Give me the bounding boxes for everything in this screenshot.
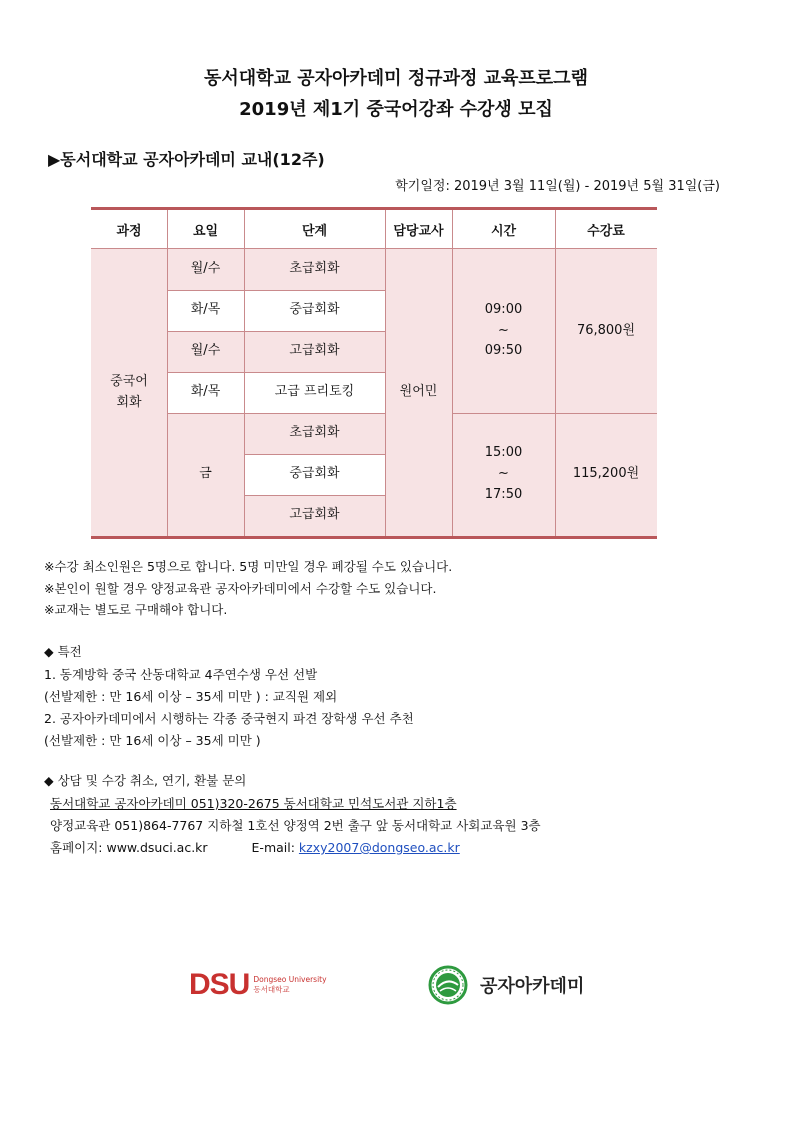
perk-item: 1. 동계방학 중국 산동대학교 4주연수생 우선 선발 — [44, 667, 318, 682]
time-start: 15:00 — [484, 445, 523, 461]
contact-campus: 동서대학교 공자아카데미 051)320-2675 동서대학교 민석도서관 지하1층 — [50, 796, 457, 811]
perks-heading: ◆ 특전 — [44, 644, 82, 659]
day-cell: 화/목 — [167, 290, 244, 331]
title-line-1: 동서대학교 공자아카데미 정규과정 교육프로그램 — [204, 68, 588, 89]
grid-line — [244, 495, 385, 496]
dsu-logo-text — [253, 975, 326, 995]
grid-line — [167, 413, 385, 414]
notes — [44, 556, 452, 621]
grid-line — [385, 210, 386, 536]
header-time: 시간 — [452, 210, 555, 249]
level-cell: 초급회화 — [244, 249, 385, 290]
grid-line — [244, 210, 245, 536]
time-start: 09:00 — [484, 301, 523, 317]
contact-heading: ◆ 상담 및 수강 취소, 연기, 환불 문의 — [44, 773, 247, 788]
time-end: 09:50 — [484, 343, 523, 359]
teacher-cell: 원어민 — [385, 249, 452, 536]
day-cell: 월/수 — [167, 331, 244, 372]
confucius-logo-name: 공자아카데미 — [480, 976, 585, 997]
time-end: 17:50 — [484, 486, 523, 502]
course-name: 중국어 회화 — [91, 249, 167, 536]
contact-info — [50, 793, 541, 859]
level-cell: 고급회화 — [244, 331, 385, 372]
header-course: 과정 — [91, 210, 167, 249]
email-label: E-mail: — [251, 840, 295, 855]
note-item: ※교재는 별도로 구매해야 합니다. — [44, 602, 228, 617]
level-cell: 초급회화 — [244, 413, 385, 454]
grid-line — [167, 210, 168, 536]
title-line-2: 2019년 제1기 중국어강좌 수강생 모집 — [239, 99, 553, 120]
level-cell: 중급회화 — [244, 290, 385, 331]
fee-cell: 76,800원 — [555, 249, 657, 413]
grid-line — [167, 372, 385, 373]
header-teacher: 담당교사 — [385, 210, 452, 249]
level-cell: 고급 프리토킹 — [244, 372, 385, 413]
dsu-logo — [189, 968, 327, 1002]
note-item: ※수강 최소인원은 5명으로 합니다. 5명 미만일 경우 폐강될 수도 있습니다. — [44, 559, 453, 574]
header-fee: 수강료 — [555, 210, 657, 249]
level-cell: 고급회화 — [244, 495, 385, 536]
time-cell-afternoon — [452, 413, 555, 536]
grid-line — [167, 331, 385, 332]
note-item: ※본인이 원할 경우 양정교육관 공자아카데미에서 수강할 수도 있습니다. — [44, 580, 437, 596]
grid-line — [555, 210, 556, 536]
confucius-emblem-icon — [428, 965, 468, 1005]
contact-yangjeong: 양정교육관 051)864-7767 지하철 1호선 양정역 2번 출구 앞 동서대학교 사회교육원 3층 — [50, 818, 541, 833]
perks-list — [44, 664, 414, 752]
day-cell: 금 — [167, 413, 244, 536]
dsu-logo-ko: 동서대학교 — [253, 985, 290, 994]
table-bottom-rule — [91, 536, 657, 539]
level-cell: 중급회화 — [244, 454, 385, 495]
grid-line — [167, 290, 385, 291]
grid-line — [452, 210, 453, 536]
dsu-logo-en: Dongseo University — [253, 975, 327, 984]
grid-line — [452, 413, 657, 414]
semester-schedule: 학기일정: 2019년 3월 11일(월) - 2019년 5월 31일(금) — [395, 179, 720, 194]
day-cell: 월/수 — [167, 249, 244, 290]
dsu-logo-mark: DSU — [189, 968, 250, 1001]
perk-item: (선발제한 : 만 16세 이상 – 35세 미만 ) — [44, 733, 261, 748]
course-table — [91, 207, 657, 539]
time-cell-morning — [452, 249, 555, 413]
time-separator: ~ — [498, 322, 509, 338]
homepage-link[interactable]: 홈페이지: www.dsuci.ac.kr — [50, 840, 208, 855]
confucius-institute-logo — [428, 965, 584, 1005]
fee-cell: 115,200원 — [555, 413, 657, 536]
email-link[interactable]: kzxy2007@dongseo.ac.kr — [298, 840, 460, 855]
day-cell: 화/목 — [167, 372, 244, 413]
section-heading: ▶동서대학교 공자아카데미 교내(12주) — [48, 150, 325, 169]
header-level: 단계 — [244, 210, 385, 249]
perk-item: (선발제한 : 만 16세 이상 – 35세 미만 ) : 교직원 제외 — [44, 689, 338, 704]
contact-web-row — [50, 837, 541, 859]
header-day: 요일 — [167, 210, 244, 249]
grid-line — [244, 454, 385, 455]
perk-item: 2. 공자아카데미에서 시행하는 각종 중국현지 파견 장학생 우선 추천 — [44, 711, 414, 726]
time-separator: ~ — [498, 466, 509, 482]
